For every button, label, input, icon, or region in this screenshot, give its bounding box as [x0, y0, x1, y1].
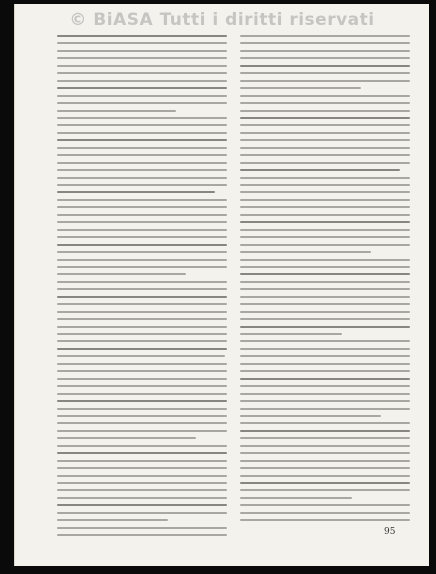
text-line [57, 147, 227, 149]
text-line [57, 169, 227, 171]
text-line [240, 281, 410, 283]
text-line [240, 489, 410, 491]
text-line [57, 400, 227, 402]
text-line [240, 214, 410, 216]
text-line [240, 318, 410, 320]
text-line [57, 527, 227, 529]
text-line [240, 467, 410, 469]
text-line [57, 318, 227, 320]
text-line [57, 519, 168, 521]
text-line [57, 370, 227, 372]
text-line [240, 65, 410, 67]
text-line [57, 50, 227, 52]
text-line [57, 184, 227, 186]
text-line [57, 42, 227, 44]
text-line [57, 162, 227, 164]
text-line [57, 281, 227, 283]
text-line [240, 169, 400, 171]
text-line [57, 333, 227, 335]
text-line [240, 244, 410, 246]
text-line [57, 266, 227, 268]
text-line [57, 95, 227, 97]
text-line [57, 467, 227, 469]
text-line [57, 445, 227, 447]
text-line [240, 35, 410, 37]
text-line [240, 80, 410, 82]
text-line [57, 288, 227, 290]
text-line [57, 72, 227, 74]
text-line [57, 422, 227, 424]
text-line [57, 482, 227, 484]
text-line [57, 489, 227, 491]
text-line [57, 229, 227, 231]
text-line [240, 363, 410, 365]
text-line [57, 452, 227, 454]
text-line [57, 534, 227, 536]
text-line [240, 50, 410, 52]
text-line [57, 236, 227, 238]
text-line [240, 273, 410, 275]
text-line [57, 340, 227, 342]
text-line [240, 229, 410, 231]
text-line [240, 378, 410, 380]
text-line [240, 139, 410, 141]
text-line [240, 348, 410, 350]
text-line [57, 57, 227, 59]
copyright-watermark: © BiASA Tutti i diritti riservati [69, 10, 375, 30]
text-line [57, 177, 227, 179]
text-line [57, 378, 227, 380]
text-line [57, 191, 215, 193]
text-line [57, 475, 227, 477]
text-line [57, 102, 227, 104]
text-line [240, 87, 361, 89]
text-line [240, 437, 410, 439]
text-line [240, 147, 410, 149]
text-line [240, 482, 410, 484]
text-line [57, 385, 227, 387]
text-line [57, 497, 227, 499]
text-line [240, 177, 410, 179]
text-line [57, 460, 227, 462]
text-line [57, 504, 227, 506]
text-line [240, 154, 410, 156]
text-line [240, 311, 410, 313]
text-line [240, 110, 410, 112]
text-line [240, 191, 410, 193]
text-line [240, 512, 410, 514]
text-line [240, 95, 410, 97]
text-line [57, 251, 227, 253]
text-line [57, 87, 227, 89]
text-line [240, 475, 410, 477]
text-line [57, 35, 227, 37]
text-line [240, 72, 410, 74]
text-line [57, 437, 196, 439]
text-line [240, 445, 410, 447]
text-line [240, 251, 371, 253]
page-number: 95 [384, 527, 396, 537]
text-line [240, 303, 410, 305]
text-line [240, 132, 410, 134]
text-line [57, 139, 227, 141]
text-line [57, 110, 176, 112]
text-line [57, 244, 227, 246]
text-line [57, 326, 227, 328]
text-line [240, 519, 410, 521]
text-line [57, 311, 227, 313]
text-line [57, 355, 225, 357]
text-line [240, 400, 410, 402]
text-line [57, 273, 186, 275]
text-line [57, 430, 227, 432]
text-line [240, 162, 410, 164]
text-line [57, 124, 227, 126]
text-line [57, 348, 227, 350]
text-line [57, 296, 227, 298]
text-line [57, 393, 227, 395]
text-line [57, 303, 227, 305]
text-line [57, 415, 227, 417]
text-line [240, 355, 410, 357]
text-line [240, 117, 410, 119]
text-line [57, 132, 227, 134]
text-line [240, 57, 410, 59]
text-line [57, 80, 227, 82]
text-line [240, 236, 410, 238]
text-line [57, 214, 227, 216]
text-line [240, 42, 410, 44]
text-line [240, 124, 410, 126]
text-line [240, 422, 410, 424]
text-line [240, 430, 410, 432]
text-line [57, 65, 227, 67]
text-line [240, 199, 410, 201]
text-line [240, 415, 381, 417]
text-line [57, 154, 227, 156]
text-line [240, 326, 410, 328]
text-line [240, 408, 410, 410]
text-line [240, 497, 352, 499]
document-page [14, 4, 429, 566]
text-line [240, 102, 410, 104]
text-line [57, 206, 227, 208]
text-line [240, 460, 410, 462]
text-line [240, 452, 410, 454]
text-line [57, 259, 227, 261]
text-line [240, 184, 410, 186]
text-line [240, 259, 410, 261]
text-line [240, 385, 410, 387]
text-line [240, 504, 410, 506]
text-line [240, 266, 410, 268]
text-line [240, 370, 410, 372]
text-line [240, 288, 410, 290]
text-line [57, 512, 227, 514]
text-line [240, 333, 342, 335]
text-line [240, 221, 410, 223]
text-line [57, 363, 227, 365]
text-line [57, 221, 227, 223]
text-line [240, 393, 410, 395]
text-line [57, 117, 227, 119]
text-line [240, 206, 410, 208]
text-line [57, 408, 227, 410]
text-line [240, 340, 410, 342]
text-line [240, 296, 410, 298]
text-line [57, 199, 227, 201]
